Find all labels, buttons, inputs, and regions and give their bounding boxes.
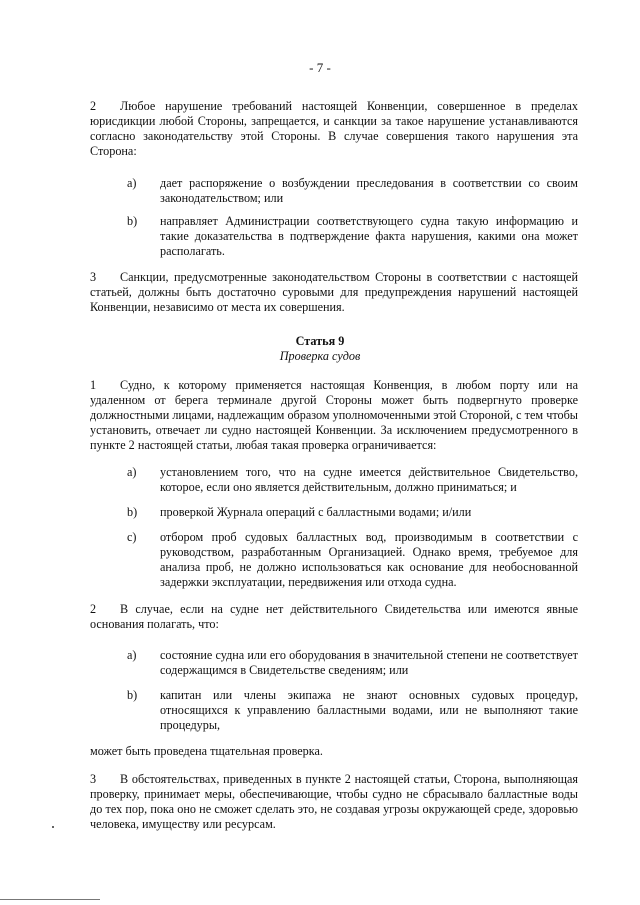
list-item-label: b) bbox=[127, 688, 138, 702]
list-item-label: a) bbox=[127, 176, 137, 190]
paragraph-text: Судно, к которому применяется настоящая Конвенция, в любом порту или на удаленном от берега терминале другой Стороны может быть подвергнуто проверке должностными лицами, надлежащим образом уполномоченными этой Стороной, с тем чтобы установить, отвечает ли судно настоящей Конвенции. За исключением предусмотренного в пункте 2 настоящей статьи, любая такая проверка ограничивается: bbox=[90, 378, 578, 452]
list-item-text: установлением того, что на судне имеется действительное Свидетельство, которое, если оно является действительным, должно приниматься; и bbox=[160, 465, 578, 494]
list-item-label: a) bbox=[127, 648, 137, 662]
list-item-text: капитан или члены экипажа не знают основных судовых процедур, относящихся к управлению балластными водами, или не выполняют такие процедуры, bbox=[160, 688, 578, 732]
list-item-text: состояние судна или его оборудования в значительной степени не соответствует содержащимся в Свидетельстве сведениям; или bbox=[160, 648, 578, 677]
list-item-label: c) bbox=[127, 530, 137, 544]
paragraph-number: 1 bbox=[90, 378, 97, 392]
article-9-paragraph-1 bbox=[90, 378, 578, 453]
list-item-label: b) bbox=[127, 505, 138, 519]
page-number: - 7 - bbox=[309, 60, 331, 75]
article-subtitle: Проверка судов bbox=[279, 349, 361, 363]
footer-rule bbox=[0, 899, 100, 900]
paragraph-number: 3 bbox=[90, 270, 97, 284]
paragraph-text: Любое нарушение требований настоящей Конвенции, совершенное в пределах юрисдикции любой Стороны, запрещается, и санкции за такое нарушение устанавливаются согласно законодательству этой Стороны. В случае совершения такого нарушения эта Сторона: bbox=[90, 99, 578, 158]
list-item-text: проверкой Журнала операций с балластными водами; и/или bbox=[160, 505, 472, 519]
paragraph-continuation: может быть проведена тщательная проверка. bbox=[90, 744, 323, 758]
list-item-text: направляет Администрации соответствующего судна такую информацию и такие доказательства в подтверждение факта нарушения, какими она может располагать. bbox=[160, 214, 578, 258]
paragraph-text: Санкции, предусмотренные законодательством Стороны в соответствии с настоящей статьей, должны быть достаточно суровыми для предупреждения нарушений настоящей Конвенции, независимо от места их совершения. bbox=[90, 270, 578, 314]
list-item-text: дает распоряжение о возбуждении преследования в соответствии со своим законодательством; или bbox=[160, 176, 578, 205]
paragraph-2 bbox=[90, 99, 578, 159]
list-item-label: b) bbox=[127, 214, 138, 228]
paragraph-number: 3 bbox=[90, 772, 97, 786]
list-item-label: a) bbox=[127, 465, 137, 479]
article-9-paragraph-2 bbox=[90, 602, 578, 632]
paragraph-number: 2 bbox=[90, 99, 97, 113]
article-title: Статья 9 bbox=[295, 334, 345, 348]
margin-dot bbox=[52, 826, 54, 828]
paragraph-text: В случае, если на судне нет действительного Свидетельства или имеются явные основания полагать, что: bbox=[90, 602, 578, 631]
list-item-text: отбором проб судовых балластных вод, производимым в соответствии с руководством, разработанным Организацией. Однако время, требуемое для анализа проб, не должно использоваться как основание для необоснованной задержки эксплуатации, передвижения или отхода судна. bbox=[160, 530, 578, 589]
article-9-paragraph-3 bbox=[90, 772, 578, 832]
paragraph-3 bbox=[90, 270, 578, 315]
paragraph-text: В обстоятельствах, приведенных в пункте 2 настоящей статьи, Сторона, выполняющая проверку, принимает меры, обеспечивающие, чтобы судно не сбрасывало балластные воды до тех пор, пока оно не сможет сделать это, не создавая угрозы окружающей среде, здоровью человека, имуществу или ресурсам. bbox=[90, 772, 578, 831]
paragraph-number: 2 bbox=[90, 602, 97, 616]
